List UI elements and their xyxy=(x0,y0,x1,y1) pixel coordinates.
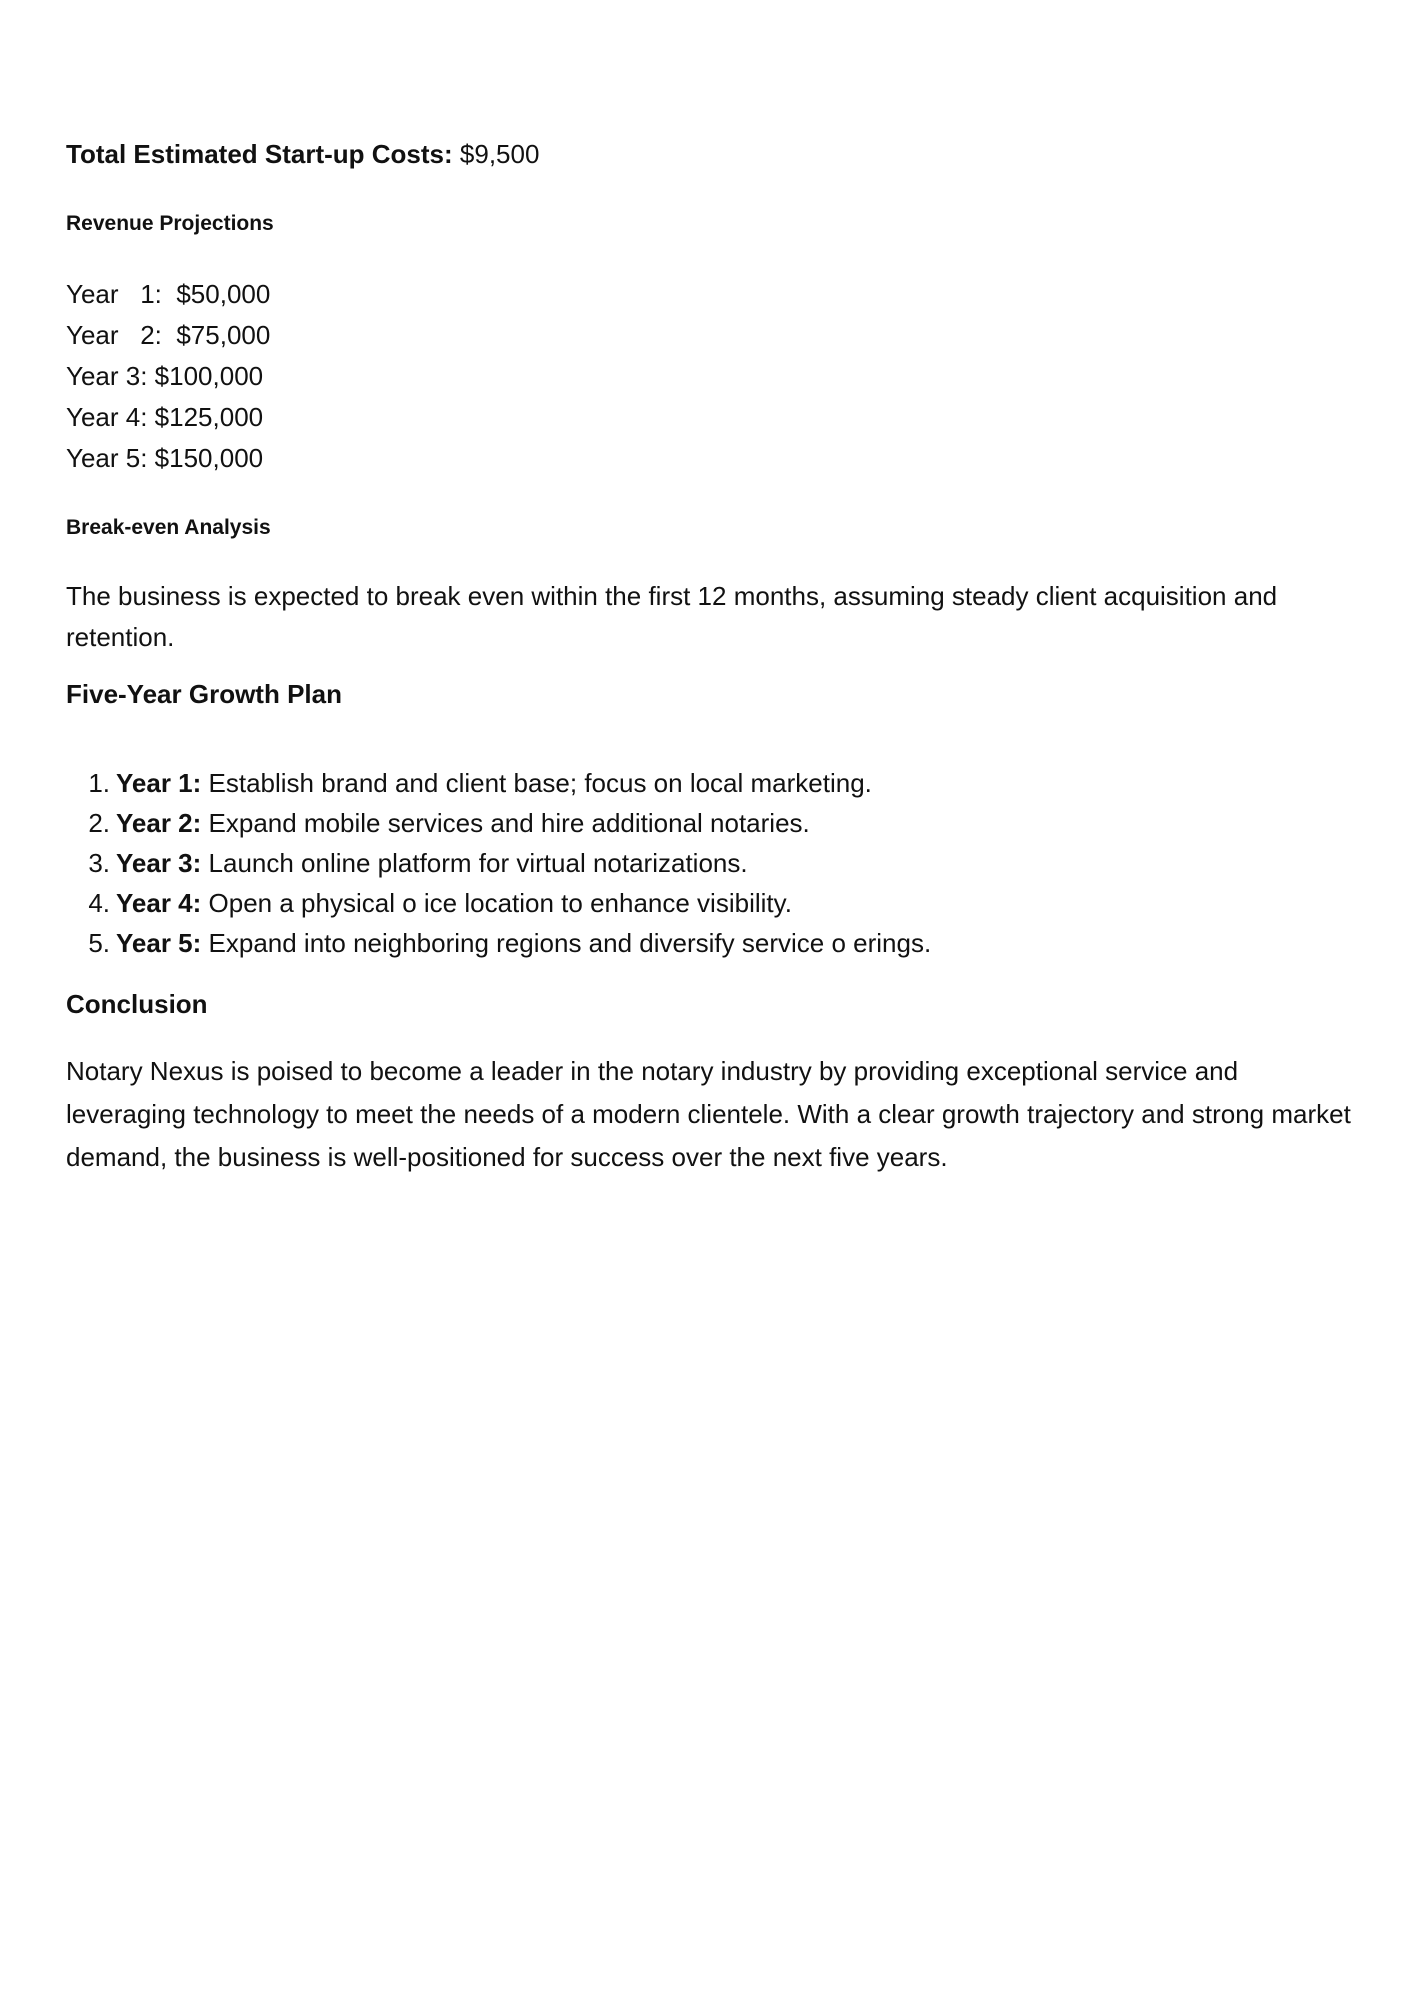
list-number: 3. xyxy=(88,848,110,878)
growth-plan-item xyxy=(66,803,931,843)
revenue-item: Year 1: $50,000 xyxy=(66,279,271,309)
growth-year-text: Launch online platform for virtual notarizations. xyxy=(201,848,748,878)
growth-year-text: Expand into neighboring regions and diversify service o erings. xyxy=(201,928,932,958)
growth-year-label: Year 4: xyxy=(116,888,202,918)
growth-plan-item xyxy=(66,923,931,963)
revenue-projections-list xyxy=(66,274,270,479)
growth-year-text: Expand mobile services and hire additional notaries. xyxy=(201,808,810,838)
growth-plan-item xyxy=(66,843,931,883)
list-number: 5. xyxy=(88,928,110,958)
growth-year-label: Year 1: xyxy=(116,768,202,798)
total-startup-costs xyxy=(66,137,539,171)
list-number: 1. xyxy=(88,768,110,798)
list-number: 2. xyxy=(88,808,110,838)
growth-year-label: Year 5: xyxy=(116,928,202,958)
break-even-heading: Break-even Analysis xyxy=(66,516,271,539)
growth-plan-list xyxy=(66,763,931,963)
growth-plan-heading: Five-Year Growth Plan xyxy=(66,679,342,709)
revenue-projections-heading: Revenue Projections xyxy=(66,212,274,235)
revenue-item: Year 2: $75,000 xyxy=(66,320,271,350)
growth-year-text: Open a physical o ice location to enhance visibility. xyxy=(201,888,792,918)
revenue-item: Year 4: $125,000 xyxy=(66,402,264,432)
list-number: 4. xyxy=(88,888,110,918)
total-costs-label: Total Estimated Start-up Costs: xyxy=(66,139,453,169)
growth-year-text: Establish brand and client base; focus on local marketing. xyxy=(201,768,872,798)
conclusion-heading: Conclusion xyxy=(66,989,208,1019)
revenue-item: Year 3: $100,000 xyxy=(66,361,264,391)
growth-plan-item xyxy=(66,883,931,923)
revenue-item: Year 5: $150,000 xyxy=(66,443,264,473)
growth-year-label: Year 2: xyxy=(116,808,202,838)
conclusion-text: Notary Nexus is poised to become a leader in the notary industry by providing exceptional service and leveraging technology to meet the needs of a modern clientele. With a clear growth trajectory and strong market demand, the business is well-positioned for success over the next five years. xyxy=(66,1056,1351,1172)
growth-year-label: Year 3: xyxy=(116,848,202,878)
growth-plan-item xyxy=(66,763,931,803)
break-even-text: The business is expected to break even within the first 12 months, assuming steady client acquisition and retention. xyxy=(66,581,1278,652)
total-costs-value: $9,500 xyxy=(459,139,540,169)
